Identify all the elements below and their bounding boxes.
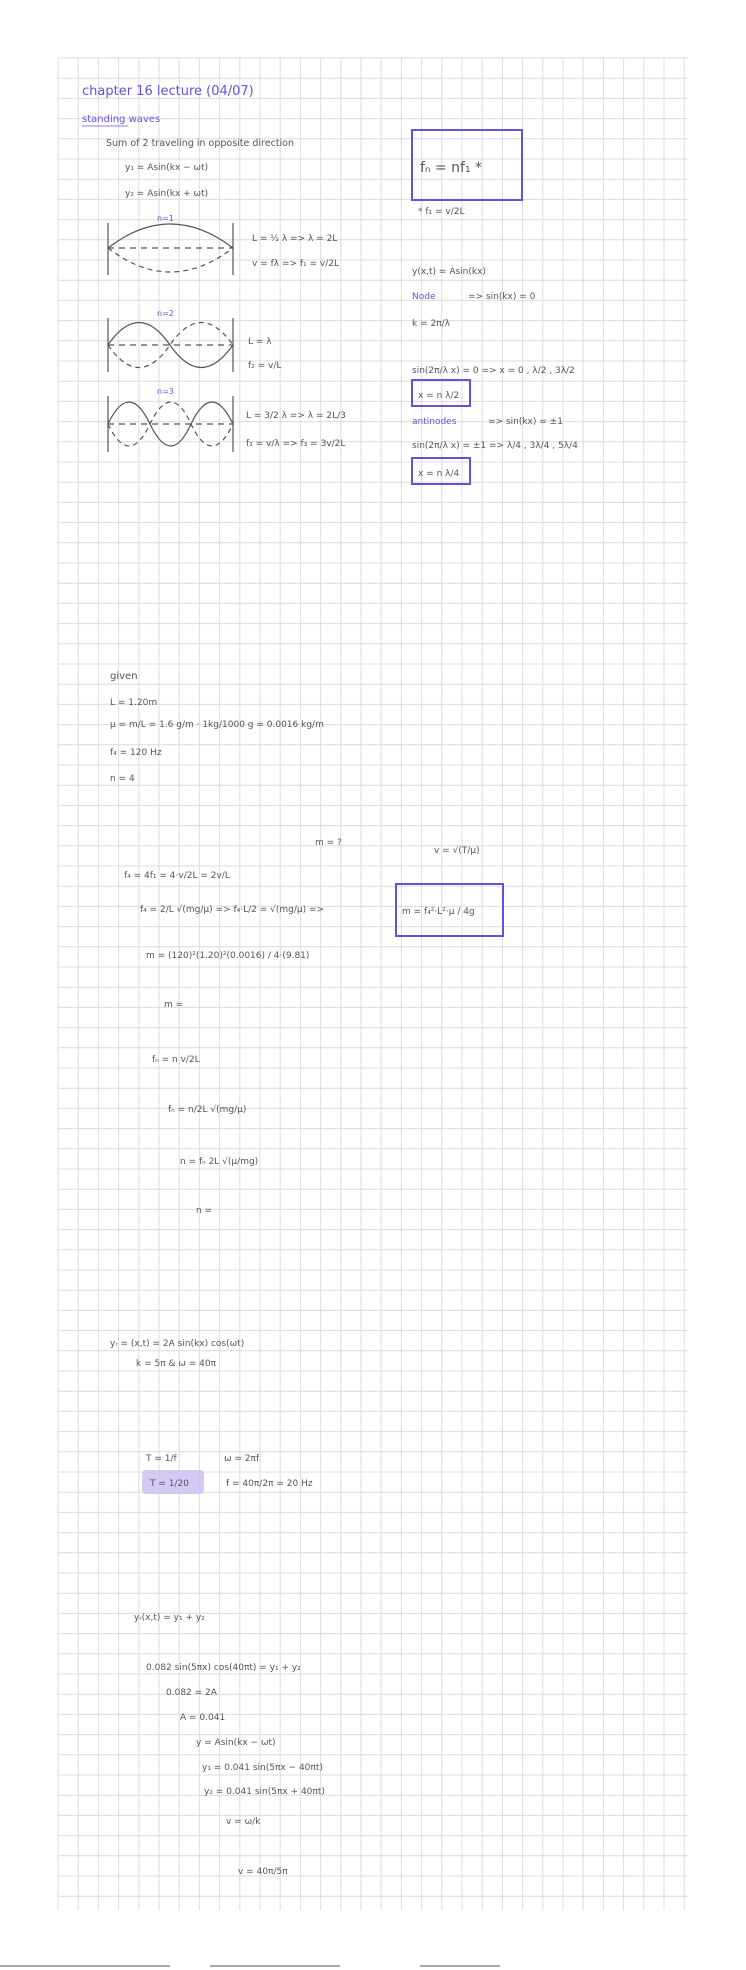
T-eq: T = 1/f — [146, 1454, 177, 1464]
f4-eq2: f₄ = 2/L √(mg/μ) => f₄·L/2 = √(mg/μ) => — [140, 905, 325, 915]
node-label: Node — [412, 292, 436, 302]
eq-y2: y₂ = Asin(kx + ωt) — [125, 189, 209, 199]
label-n1: n=1 — [157, 214, 174, 223]
given-f4: f₄ = 120 Hz — [110, 748, 162, 758]
page-title: chapter 16 lecture (04/07) — [82, 84, 254, 99]
m-formula: m = f₄²·L²·μ / 4g — [402, 907, 475, 917]
section-harmonic-n — [152, 1055, 258, 1216]
eq-y1: y₁ = Asin(kx − ωt) — [125, 163, 209, 173]
section-resultant — [110, 1339, 313, 1494]
node-eq: => sin(kx) = 0 — [468, 292, 536, 302]
sin-node-eq: sin(2π/λ x) = 0 => x = 0 , λ/2 , 3λ/2 — [412, 366, 575, 376]
section-standing-waves — [82, 84, 578, 484]
sum-note: Sum of 2 traveling in opposite direction — [106, 138, 295, 149]
grid-lines — [58, 58, 688, 1910]
y2-eq: y₂ = 0.041 sin(5πx + 40πt) — [204, 1787, 325, 1797]
twoA-eq: 0.082 = 2A — [166, 1688, 217, 1698]
page-subtitle: standing waves — [82, 114, 161, 125]
fn-formula: fₙ = nf₁ * — [420, 160, 483, 176]
m-calc: m = (120)²(1.20)²(0.0016) / 4·(9.81) — [146, 951, 310, 961]
fn-eq: fₙ = n v/2L — [152, 1055, 200, 1065]
diagram-n1 — [108, 223, 233, 275]
diagram-n2 — [108, 318, 233, 372]
yR-eq: yᵣ(x,t) = y₁ + y₂ — [134, 1613, 205, 1623]
diagram-n3 — [108, 396, 233, 452]
m-result: m = — [164, 1000, 184, 1010]
eq-n3-1: L = 3/2 λ => λ = 2L/3 — [246, 411, 346, 421]
given-label: given — [110, 671, 138, 682]
m-question: m = ? — [315, 838, 342, 848]
y1-eq: y₁ = 0.041 sin(5πx − 40πt) — [202, 1763, 323, 1773]
fn-eq2: fₙ = n/2L √(mg/μ) — [168, 1105, 247, 1115]
v-eq1: v = ω/k — [226, 1817, 261, 1827]
section-given — [110, 671, 503, 1010]
given-L: L = 1.20m — [110, 698, 158, 708]
given-n: n = 4 — [110, 774, 135, 784]
k-eq: k = 2π/λ — [412, 319, 450, 329]
f4-eq: f₄ = 4f₁ = 4·v/2L = 2v/L — [124, 871, 230, 881]
antinode-label: antinodes — [412, 417, 457, 427]
T-result: T = 1/20 — [150, 1479, 189, 1489]
antinode-eq2: sin(2π/λ x) = ±1 => λ/4 , 3λ/4 , 5λ/4 — [412, 441, 578, 451]
eq-n1-2: v = fλ => f₁ = v/2L — [252, 259, 340, 269]
eq-n2-2: f₂ = v/L — [248, 361, 282, 371]
yr-eq: yᵣ = (x,t) = 2A sin(kx) cos(ωt) — [110, 1339, 245, 1349]
antinode-eq1: => sin(kx) = ±1 — [488, 417, 563, 427]
eq-n2-1: L = λ — [248, 337, 272, 347]
omega-eq: ω = 2πf — [224, 1454, 260, 1464]
f-eq: f = 40π/2π = 20 Hz — [226, 1479, 313, 1489]
expr-eq: 0.082 sin(5πx) cos(40πt) = y₁ + y₂ — [146, 1663, 301, 1673]
eq-n1-1: L = ½ λ => λ = 2L — [252, 234, 338, 244]
k-omega: k = 5π & ω = 40π — [136, 1359, 217, 1369]
y-eq: y = Asin(kx − ωt) — [196, 1738, 276, 1748]
v-eq2: v = 40π/5π — [238, 1867, 288, 1877]
v-eq: v = √(T/μ) — [434, 846, 480, 856]
yxt-eq: y(x,t) = Asin(kx) — [412, 267, 486, 277]
section-components — [134, 1613, 325, 1877]
A-eq: A = 0.041 — [180, 1713, 226, 1723]
label-n2: n=2 — [157, 309, 174, 318]
f1-note: * f₁ = v/2L — [418, 207, 465, 217]
n-result: n = — [196, 1206, 213, 1216]
eq-n3-2: f₃ = v/λ => f₃ = 3v/2L — [246, 439, 346, 449]
n-eq: n = fₙ 2L √(μ/mg) — [180, 1157, 259, 1167]
antinode-result: x = n λ/4 — [418, 469, 460, 479]
given-mu: μ = m/L = 1.6 g/m · 1kg/1000 g = 0.0016 kg/m — [110, 720, 324, 730]
node-result: x = n λ/2 — [418, 391, 460, 401]
label-n3: n=3 — [157, 387, 174, 396]
